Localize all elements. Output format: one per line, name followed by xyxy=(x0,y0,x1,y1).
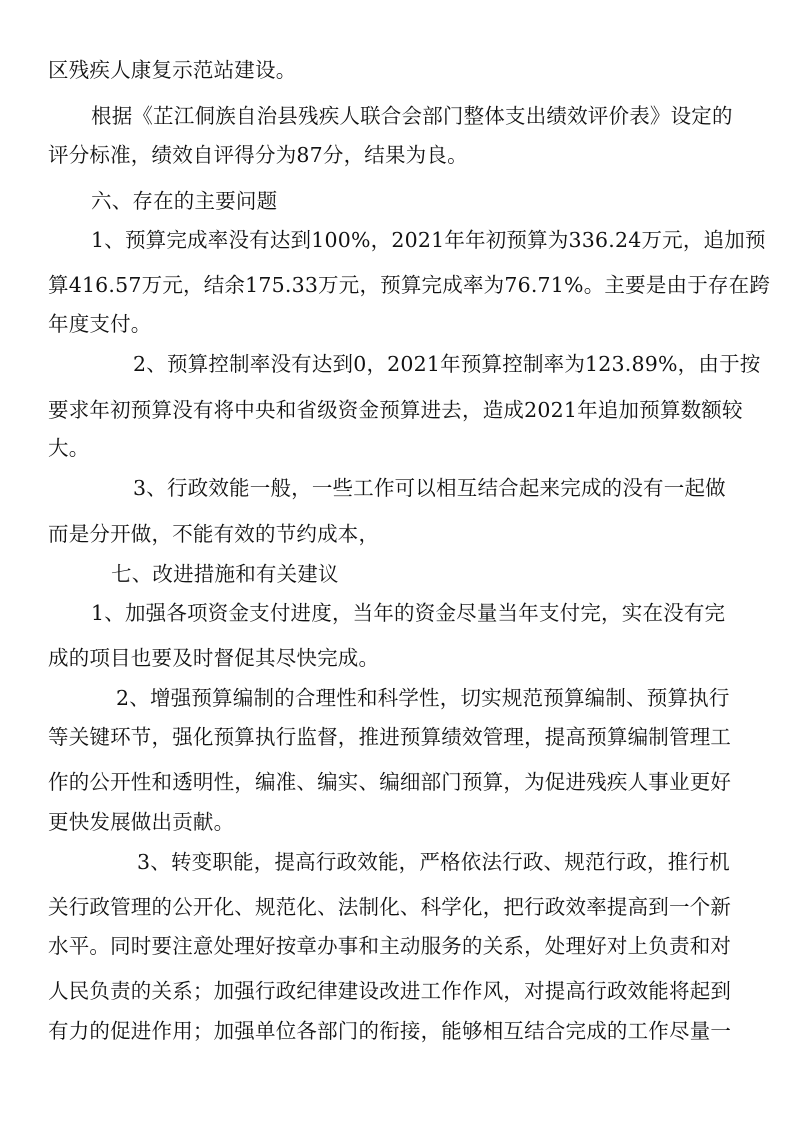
section-heading: 七、改进措施和有关建议 xyxy=(111,562,339,586)
text-line: 有力的促进作用；加强单位各部门的衔接，能够相互结合完成的工作尽量一 xyxy=(48,1019,732,1043)
text-line: 2、增强预算编制的合理性和科学性，切实规范预算编制、预算执行 xyxy=(116,686,730,710)
text-line: 关行政管理的公开化、规范化、法制化、科学化，把行政效率提高到一个新 xyxy=(48,895,732,919)
text-line: 成的项目也要及时督促其尽快完成。 xyxy=(48,646,380,670)
text-line: 更快发展做出贡献。 xyxy=(48,810,235,834)
section-heading: 六、存在的主要问题 xyxy=(91,189,278,213)
text-line: 而是分开做，不能有效的节约成本， xyxy=(48,522,380,546)
text-line: 大。 xyxy=(48,436,90,460)
text-line: 作的公开性和透明性，编准、编实、编细部门预算，为促进残疾人事业更好 xyxy=(48,770,732,794)
text-line: 水平。同时要注意处理好按章办事和主动服务的关系，处理好对上负责和对 xyxy=(48,934,732,958)
text-line: 算416.57万元，结余175.33万元，预算完成率为76.71%。主要是由于存在跨 xyxy=(48,273,771,297)
text-line: 根据《芷江侗族自治县残疾人联合会部门整体支出绩效评价表》设定的 xyxy=(91,104,733,128)
text-line: 年度支付。 xyxy=(48,312,152,336)
text-line: 等关键环节，强化预算执行监督，推进预算绩效管理，提高预算编制管理工 xyxy=(48,725,732,749)
text-line: 1、加强各项资金支付进度，当年的资金尽量当年支付完，实在没有完 xyxy=(91,601,726,625)
text-line: 人民负责的关系；加强行政纪律建设改进工作作风，对提高行政效能将起到 xyxy=(48,979,732,1003)
text-line: 2、预算控制率没有达到0，2021年预算控制率为123.89%，由于按 xyxy=(133,352,761,376)
text-line: 3、转变职能，提高行政效能，严格依法行政、规范行政，推行机 xyxy=(137,850,730,874)
text-line: 区残疾人康复示范站建设。 xyxy=(48,58,297,82)
text-line: 评分标准，绩效自评得分为87分，结果为良。 xyxy=(48,143,468,167)
text-line: 1、预算完成率没有达到100%，2021年年初预算为336.24万元，追加预 xyxy=(91,228,766,252)
text-line: 3、行政效能一般，一些工作可以相互结合起来完成的没有一起做 xyxy=(133,476,726,500)
text-line: 要求年初预算没有将中央和省级资金预算进去，造成2021年追加预算数额较 xyxy=(48,398,743,422)
